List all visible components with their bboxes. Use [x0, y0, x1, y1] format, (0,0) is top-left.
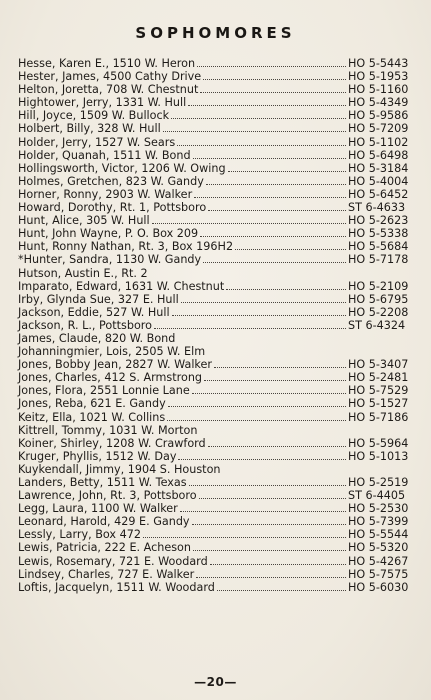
entry-phone: HO 5-4349 — [348, 96, 409, 110]
directory-entry — [18, 397, 410, 410]
entry-phone: HO 5-1013 — [348, 449, 409, 463]
directory-entry — [18, 122, 410, 135]
entry-name-address: Howard, Dorothy, Rt. 1, Pottsboro — [18, 201, 207, 215]
entry-name-address: Lewis, Patricia, 222 E. Acheson — [18, 541, 191, 555]
entry-name-address: Hunt, Alice, 305 W. Hull — [18, 214, 150, 228]
directory-entry — [18, 437, 410, 450]
directory-entry — [18, 240, 410, 253]
entry-name-address: Hesse, Karen E., 1510 W. Heron — [18, 57, 196, 70]
directory-entry — [18, 109, 410, 122]
directory-entry — [18, 424, 410, 437]
entry-name-address: Koiner, Shirley, 1208 W. Crawford — [18, 436, 206, 450]
leader-dots — [203, 79, 346, 80]
directory-entry — [18, 411, 410, 424]
leader-dots — [189, 485, 346, 486]
entry-phone: HO 5-7529 — [348, 384, 409, 398]
leader-dots — [210, 564, 346, 565]
entry-phone: HO 5-2481 — [348, 371, 409, 385]
leader-dots — [172, 315, 346, 316]
entry-name-address: Holder, Jerry, 1527 W. Sears — [18, 135, 176, 149]
leader-dots — [226, 289, 346, 290]
directory-list — [18, 57, 410, 594]
entry-phone: HO 5-7178 — [348, 253, 409, 267]
entry-name-address: Kruger, Phyllis, 1512 W. Day — [18, 449, 177, 463]
leader-dots — [208, 210, 346, 211]
directory-entry — [18, 489, 410, 502]
entry-phone: HO 5-7186 — [348, 410, 409, 424]
entry-phone: HO 5-1953 — [348, 70, 409, 84]
entry-name-address: Hutson, Austin E., Rt. 2 — [18, 266, 148, 280]
leader-dots — [203, 262, 346, 263]
entry-name-address: Holder, Quanah, 1511 W. Bond — [18, 148, 191, 162]
entry-name-address: Jones, Bobby Jean, 2827 W. Walker — [18, 358, 212, 372]
entry-name-address: Holmes, Gretchen, 823 W. Gandy — [18, 174, 204, 188]
directory-entry — [18, 293, 410, 306]
directory-entry — [18, 463, 410, 476]
leader-dots — [143, 537, 346, 538]
entry-phone: HO 5-5320 — [348, 541, 409, 555]
entry-phone: HO 5-6498 — [348, 148, 409, 162]
entry-name-address: Kittrell, Tommy, 1031 W. Morton — [18, 423, 198, 437]
directory-entry — [18, 227, 410, 240]
leader-dots — [178, 459, 346, 460]
entry-phone: HO 5-7575 — [348, 567, 409, 581]
directory-entry — [18, 162, 410, 175]
directory-entry — [18, 175, 410, 188]
entry-phone: ST 6-4324 — [348, 318, 406, 332]
entry-name-address: Hester, James, 4500 Cathy Drive — [18, 70, 202, 84]
entry-phone: HO 5-6030 — [348, 580, 409, 594]
entry-phone: HO 5-5443 — [348, 57, 409, 70]
entry-phone: HO 5-2519 — [348, 476, 409, 489]
directory-entry — [18, 581, 410, 594]
leader-dots — [197, 66, 346, 67]
leader-dots — [181, 302, 346, 303]
leader-dots — [206, 184, 346, 185]
entry-name-address: Keitz, Ella, 1021 W. Collins — [18, 410, 166, 424]
entry-name-address: Johanningmier, Lois, 2505 W. Elm — [18, 345, 206, 359]
directory-entry — [18, 555, 410, 568]
leader-dots — [200, 236, 346, 237]
directory-entry — [18, 345, 410, 358]
entry-name-address: Jackson, Eddie, 527 W. Hull — [18, 305, 170, 319]
page-number: —20— — [194, 675, 237, 689]
entry-name-address: Helton, Joretta, 708 W. Chestnut — [18, 83, 199, 97]
entry-name-address: Landers, Betty, 1511 W. Texas — [18, 476, 187, 489]
entry-phone: HO 5-5338 — [348, 227, 409, 241]
directory-entry — [18, 83, 410, 96]
directory-entry — [18, 515, 410, 528]
entry-name-address: Leonard, Harold, 429 E. Gandy — [18, 515, 190, 529]
entry-name-address: Jones, Flora, 2551 Lonnie Lane — [18, 384, 190, 398]
leader-dots — [200, 92, 346, 93]
entry-name-address: Jackson, R. L., Pottsboro — [18, 318, 152, 332]
directory-entry — [18, 267, 410, 280]
entry-name-address: Hightower, Jerry, 1331 W. Hull — [18, 96, 187, 110]
leader-dots — [192, 393, 346, 394]
entry-phone: HO 5-1160 — [348, 83, 409, 97]
entry-phone: HO 5-1527 — [348, 397, 409, 411]
entry-name-address: Lessly, Larry, Box 472 — [18, 528, 141, 542]
directory-entry — [18, 541, 410, 554]
leader-dots — [167, 420, 346, 421]
directory-entry — [18, 371, 410, 384]
entry-phone: HO 5-3407 — [348, 358, 409, 372]
entry-name-address: Kuykendall, Jimmy, 1904 S. Houston — [18, 462, 221, 476]
entry-name-address: Lawrence, John, Rt. 3, Pottsboro — [18, 489, 197, 503]
directory-entry — [18, 214, 410, 227]
entry-name-address: Horner, Ronny, 2903 W. Walker — [18, 187, 193, 201]
entry-phone: HO 5-5684 — [348, 240, 409, 254]
leader-dots — [193, 158, 346, 159]
directory-entry — [18, 201, 410, 214]
entry-name-address: Lewis, Rosemary, 721 E. Woodard — [18, 554, 208, 568]
entry-phone: HO 5-9586 — [348, 109, 409, 123]
entry-phone: HO 5-6795 — [348, 292, 409, 306]
directory-entry — [18, 332, 410, 345]
directory-entry — [18, 358, 410, 371]
entry-phone: HO 5-5964 — [348, 436, 409, 450]
directory-entry — [18, 528, 410, 541]
directory-entry — [18, 306, 410, 319]
entry-name-address: Hunt, Ronny Nathan, Rt. 3, Box 196H2 — [18, 240, 234, 254]
directory-entry — [18, 476, 410, 489]
entry-phone: HO 5-2109 — [348, 279, 409, 293]
leader-dots — [214, 367, 346, 368]
leader-dots — [163, 131, 346, 132]
entry-name-address: Hunt, John Wayne, P. O. Box 209 — [18, 227, 199, 241]
leader-dots — [192, 524, 346, 525]
entry-name-address: Hill, Joyce, 1509 W. Bullock — [18, 109, 170, 123]
entry-phone: HO 5-2623 — [348, 214, 409, 228]
leader-dots — [180, 511, 346, 512]
directory-entry — [18, 70, 410, 83]
entry-phone: HO 5-1102 — [348, 135, 409, 149]
entry-name-address: Legg, Laura, 1100 W. Walker — [18, 502, 178, 516]
leader-dots — [152, 223, 346, 224]
directory-entry — [18, 568, 410, 581]
entry-name-address: Imparato, Edward, 1631 W. Chestnut — [18, 279, 225, 293]
entry-name-address: *Hunter, Sandra, 1130 W. Gandy — [18, 253, 202, 267]
directory-entry — [18, 384, 410, 397]
leader-dots — [199, 498, 346, 499]
leader-dots — [154, 328, 346, 329]
entry-phone: HO 5-2530 — [348, 502, 409, 516]
entry-phone: HO 5-3184 — [348, 161, 409, 175]
leader-dots — [235, 249, 346, 250]
leader-dots — [217, 590, 346, 591]
entry-name-address: Holbert, Billy, 328 W. Hull — [18, 122, 161, 136]
directory-entry — [18, 253, 410, 266]
directory-entry — [18, 502, 410, 515]
leader-dots — [193, 550, 346, 551]
entry-phone: ST 6-4633 — [348, 201, 406, 215]
entry-name-address: Lindsey, Charles, 727 E. Walker — [18, 567, 195, 581]
leader-dots — [194, 197, 346, 198]
directory-entry — [18, 149, 410, 162]
entry-phone: HO 5-2208 — [348, 305, 409, 319]
entry-phone: HO 5-5544 — [348, 528, 409, 542]
leader-dots — [204, 380, 346, 381]
entry-name-address: Jones, Charles, 412 S. Armstrong — [18, 371, 203, 385]
entry-name-address: James, Claude, 820 W. Bond — [18, 331, 176, 345]
directory-entry — [18, 188, 410, 201]
page-heading: SOPHOMORES — [135, 24, 296, 42]
leader-dots — [228, 171, 346, 172]
entry-phone: HO 5-6452 — [348, 187, 409, 201]
entry-name-address: Loftis, Jacquelyn, 1511 W. Woodard — [18, 580, 215, 594]
directory-entry — [18, 280, 410, 293]
leader-dots — [208, 446, 346, 447]
directory-entry — [18, 450, 410, 463]
directory-entry — [18, 96, 410, 109]
leader-dots — [177, 145, 346, 146]
entry-phone: HO 5-7399 — [348, 515, 409, 529]
entry-name-address: Irby, Glynda Sue, 327 E. Hull — [18, 292, 179, 306]
leader-dots — [171, 118, 346, 119]
leader-dots — [196, 577, 346, 578]
directory-entry — [18, 57, 410, 70]
entry-name-address: Hollingsworth, Victor, 1206 W. Owing — [18, 161, 226, 175]
leader-dots — [168, 406, 346, 407]
entry-name-address: Jones, Reba, 621 E. Gandy — [18, 397, 166, 411]
entry-phone: HO 5-4004 — [348, 174, 409, 188]
directory-entry — [18, 319, 410, 332]
directory-entry — [18, 136, 410, 149]
leader-dots — [188, 105, 346, 106]
entry-phone: HO 5-4267 — [348, 554, 409, 568]
entry-phone: HO 5-7209 — [348, 122, 409, 136]
entry-phone: ST 6-4405 — [348, 489, 406, 503]
